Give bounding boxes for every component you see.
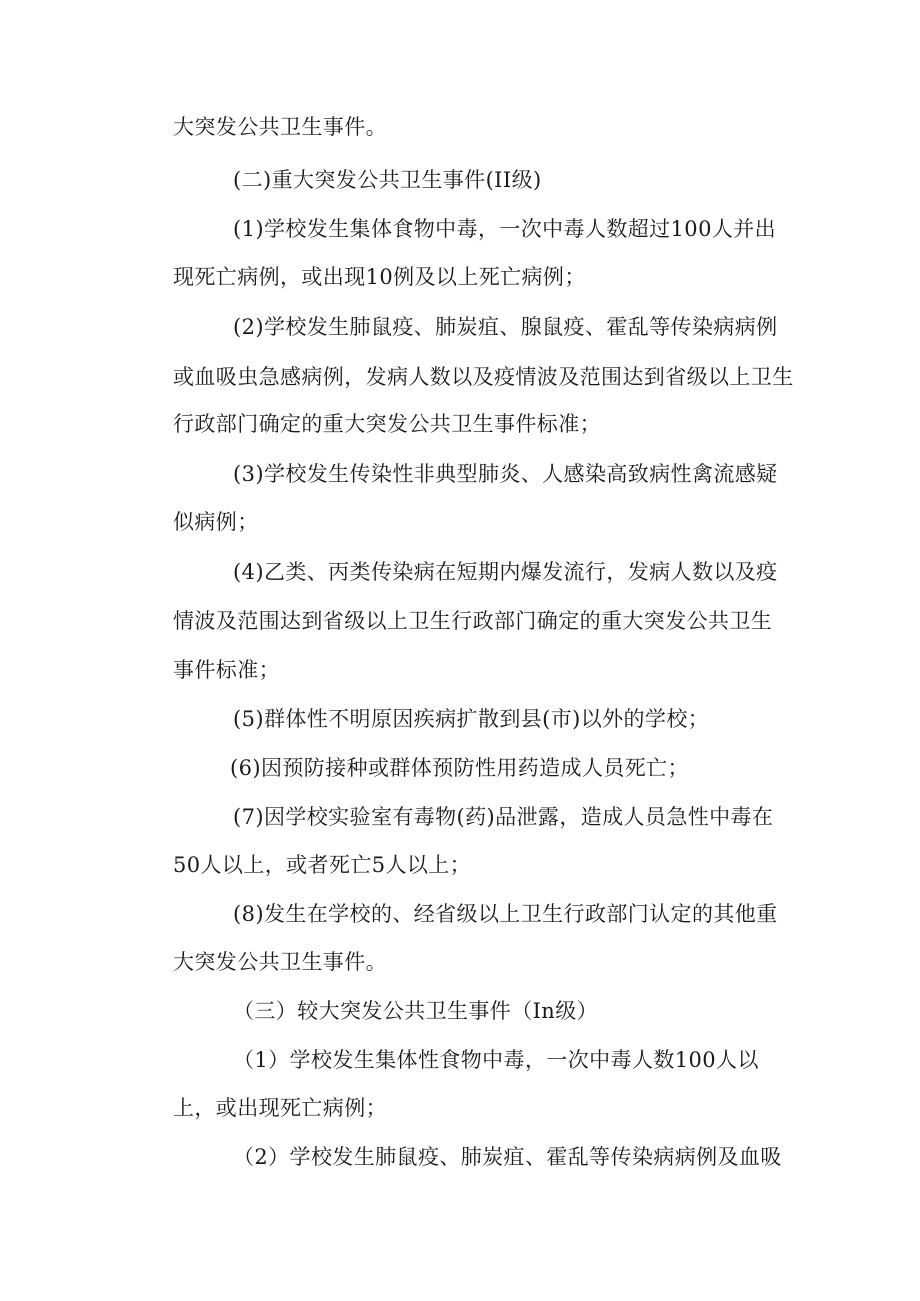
- text-line-17: (8)发生在学校的、经省级以上卫生行政部门认定的其他重: [233, 902, 778, 926]
- text-line-3: (1)学校发生集体食物中毒，一次中毒人数超过100人并出: [233, 217, 777, 241]
- text-line-19: （三）较大突发公共卫生事件（In级）: [233, 999, 599, 1023]
- text-line-10: (4)乙类、丙类传染病在短期内爆发流行，发病人数以及疫: [233, 560, 778, 584]
- text-line-9: 似病例；: [173, 510, 259, 534]
- text-line-12: 事件标准；: [173, 658, 280, 682]
- text-line-22: （2）学校发生肺鼠疫、肺炭疽、霍乱等传染病病例及血吸: [233, 1145, 782, 1169]
- text-line-5: (2)学校发生肺鼠疫、肺炭疽、腺鼠疫、霍乱等传染病病例: [233, 315, 778, 339]
- text-line-16: 50人以上，或者死亡5人以上；: [173, 853, 472, 877]
- text-line-7: 行政部门确定的重大突发公共卫生事件标准；: [173, 412, 601, 436]
- text-line-4: 现死亡病例，或出现10例及以上死亡病例；: [173, 265, 586, 289]
- text-line-1: 大突发公共卫生事件。: [173, 115, 387, 139]
- text-line-11: 情波及范围达到省级以上卫生行政部门确定的重大突发公共卫生: [173, 609, 773, 633]
- text-line-20: （1）学校发生集体性食物中毒，一次中毒人数100人以: [233, 1048, 759, 1072]
- text-line-18: 大突发公共卫生事件。: [173, 950, 387, 974]
- text-line-13: (5)群体性不明原因疾病扩散到县(市)以外的学校；: [233, 707, 710, 731]
- text-line-8: (3)学校发生传染性非典型肺炎、人感染高致病性禽流感疑: [233, 462, 778, 486]
- text-line-21: 上，或出现死亡病例；: [173, 1096, 387, 1120]
- text-line-14: (6)因预防接种或群体预防性用药造成人员死亡；: [230, 756, 689, 780]
- text-line-15: (7)因学校实验室有毒物(药)品泄露，造成人员急性中毒在: [233, 805, 774, 829]
- text-line-2: (二)重大突发公共卫生事件(II级): [233, 168, 542, 192]
- text-line-6: 或血吸虫急感病例，发病人数以及疫情波及范围达到省级以上卫生: [173, 365, 794, 389]
